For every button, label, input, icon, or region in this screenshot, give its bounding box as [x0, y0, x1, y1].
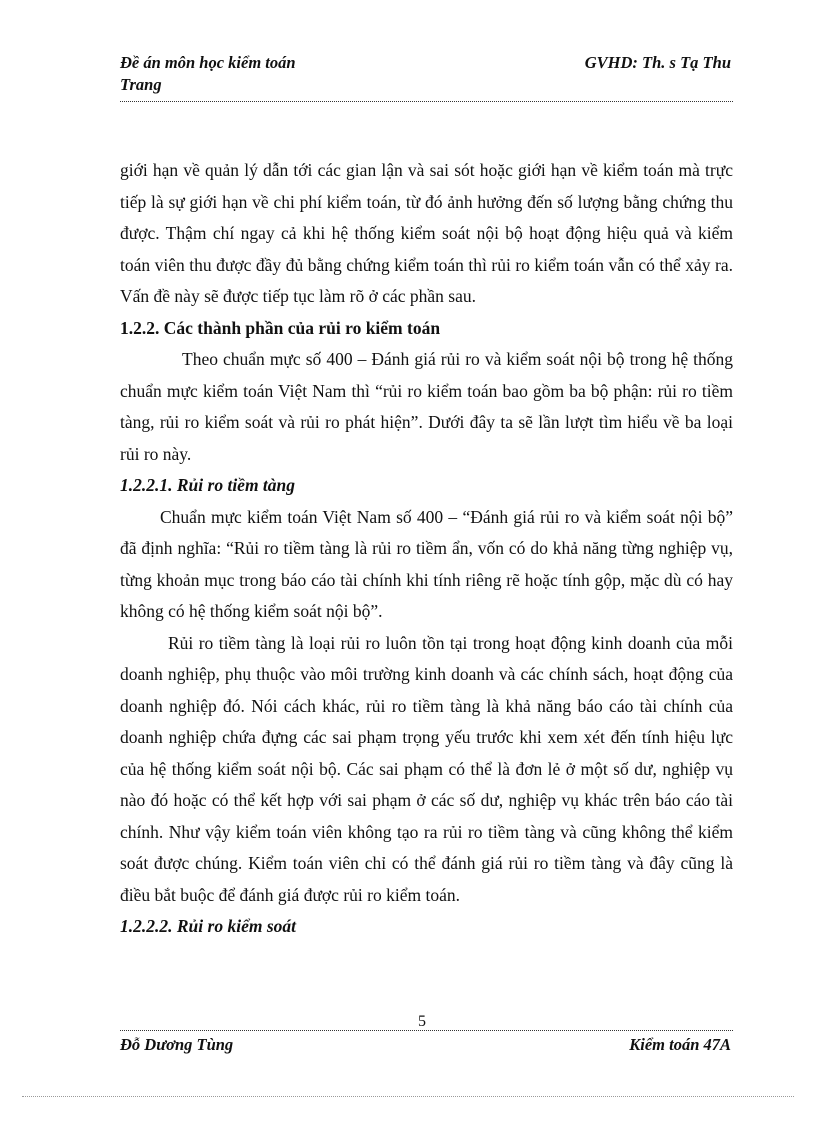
header-course-title: Đề án môn học kiểm toán [120, 53, 296, 72]
paragraph-continuation: giới hạn về quản lý dẫn tới các gian lận và sai sót hoặc giới hạn về kiểm toán mà trực tiếp là sự giới hạn về chi phí kiểm toán, từ đó ảnh hưởng đến số lượng bằng chứng thu được. Thậm chí ngay cả khi hệ thống kiểm soát nội bộ hoạt động hiệu quả và kiểm toán viên thu được đầy đủ bằng chứng kiểm toán thì rủi ro kiểm toán vẫn có thể xảy ra. Vấn đề này sẽ được tiếp tục làm rõ ở các phần sau. [120, 160, 733, 306]
paragraph-audit-risk-components: Theo chuẩn mực số 400 – Đánh giá rủi ro và kiểm soát nội bộ trong hệ thống chuẩn mực kiểm toán Việt Nam thì “rủi ro kiểm toán bao gồm ba bộ phận: rủi ro tiềm tàng, rủi ro kiểm soát và rủi ro phát hiện”. Dưới đây ta sẽ lần lượt tìm hiểu về ba loại rủi ro này. [120, 349, 733, 464]
header-divider [120, 101, 733, 102]
header-instructor-continued: Trang [120, 75, 162, 94]
page-bottom-rule [22, 1096, 794, 1097]
page-number: 5 [418, 1013, 426, 1030]
footer-class: Kiểm toán 47A [629, 1035, 731, 1054]
footer-author: Đỗ Dương Tùng [120, 1035, 234, 1054]
page-content [120, 155, 733, 943]
header-instructor: GVHD: Th. s Tạ Thu [584, 53, 731, 72]
section-heading-1-2-2: 1.2.2. Các thành phần của rủi ro kiểm toán [120, 317, 441, 338]
section-heading-1-2-2-1: 1.2.2.1. Rủi ro tiềm tàng [120, 475, 296, 495]
paragraph-inherent-risk-definition: Chuẩn mực kiểm toán Việt Nam số 400 – “Đánh giá rủi ro và kiểm soát nội bộ” đã định nghĩa: “Rủi ro tiềm tàng là rủi ro tiềm ẩn, vốn có do khả năng từng nghiệp vụ, từng khoản mục trong báo cáo tài chính khi tính riêng rẽ hoặc tính gộp, mặc dù có hay không có hệ thống kiểm soát nội bộ”. [120, 506, 733, 621]
section-heading-1-2-2-2: 1.2.2.2. Rủi ro kiểm soát [120, 916, 296, 936]
footer-divider [120, 1030, 733, 1031]
paragraph-inherent-risk-explanation: Rủi ro tiềm tàng là loại rủi ro luôn tồn tại trong hoạt động kinh doanh của mỗi doanh nghiệp, phụ thuộc vào môi trường kinh doanh và các chính sách, hoạt động của doanh nghiệp đó. Nói cách khác, rủi ro tiềm tàng là khả năng báo cáo tài chính của doanh nghiệp chứa đựng các sai phạm trọng yếu trước khi xem xét đến tính hiệu lực của hệ thống kiểm soát nội bộ. Các sai phạm có thể là đơn lẻ ở một số dư, nghiệp vụ nào đó hoặc có thể kết hợp với sai phạm ở các số dư, nghiệp vụ khác trên báo cáo tài chính. Như vậy kiểm toán viên không tạo ra rủi ro tiềm tàng và cũng không thể kiểm soát được chúng. Kiểm toán viên chỉ có thể đánh giá rủi ro tiềm tàng và đây cũng là điều bắt buộc để đánh giá được rủi ro kiểm toán. [120, 632, 733, 905]
